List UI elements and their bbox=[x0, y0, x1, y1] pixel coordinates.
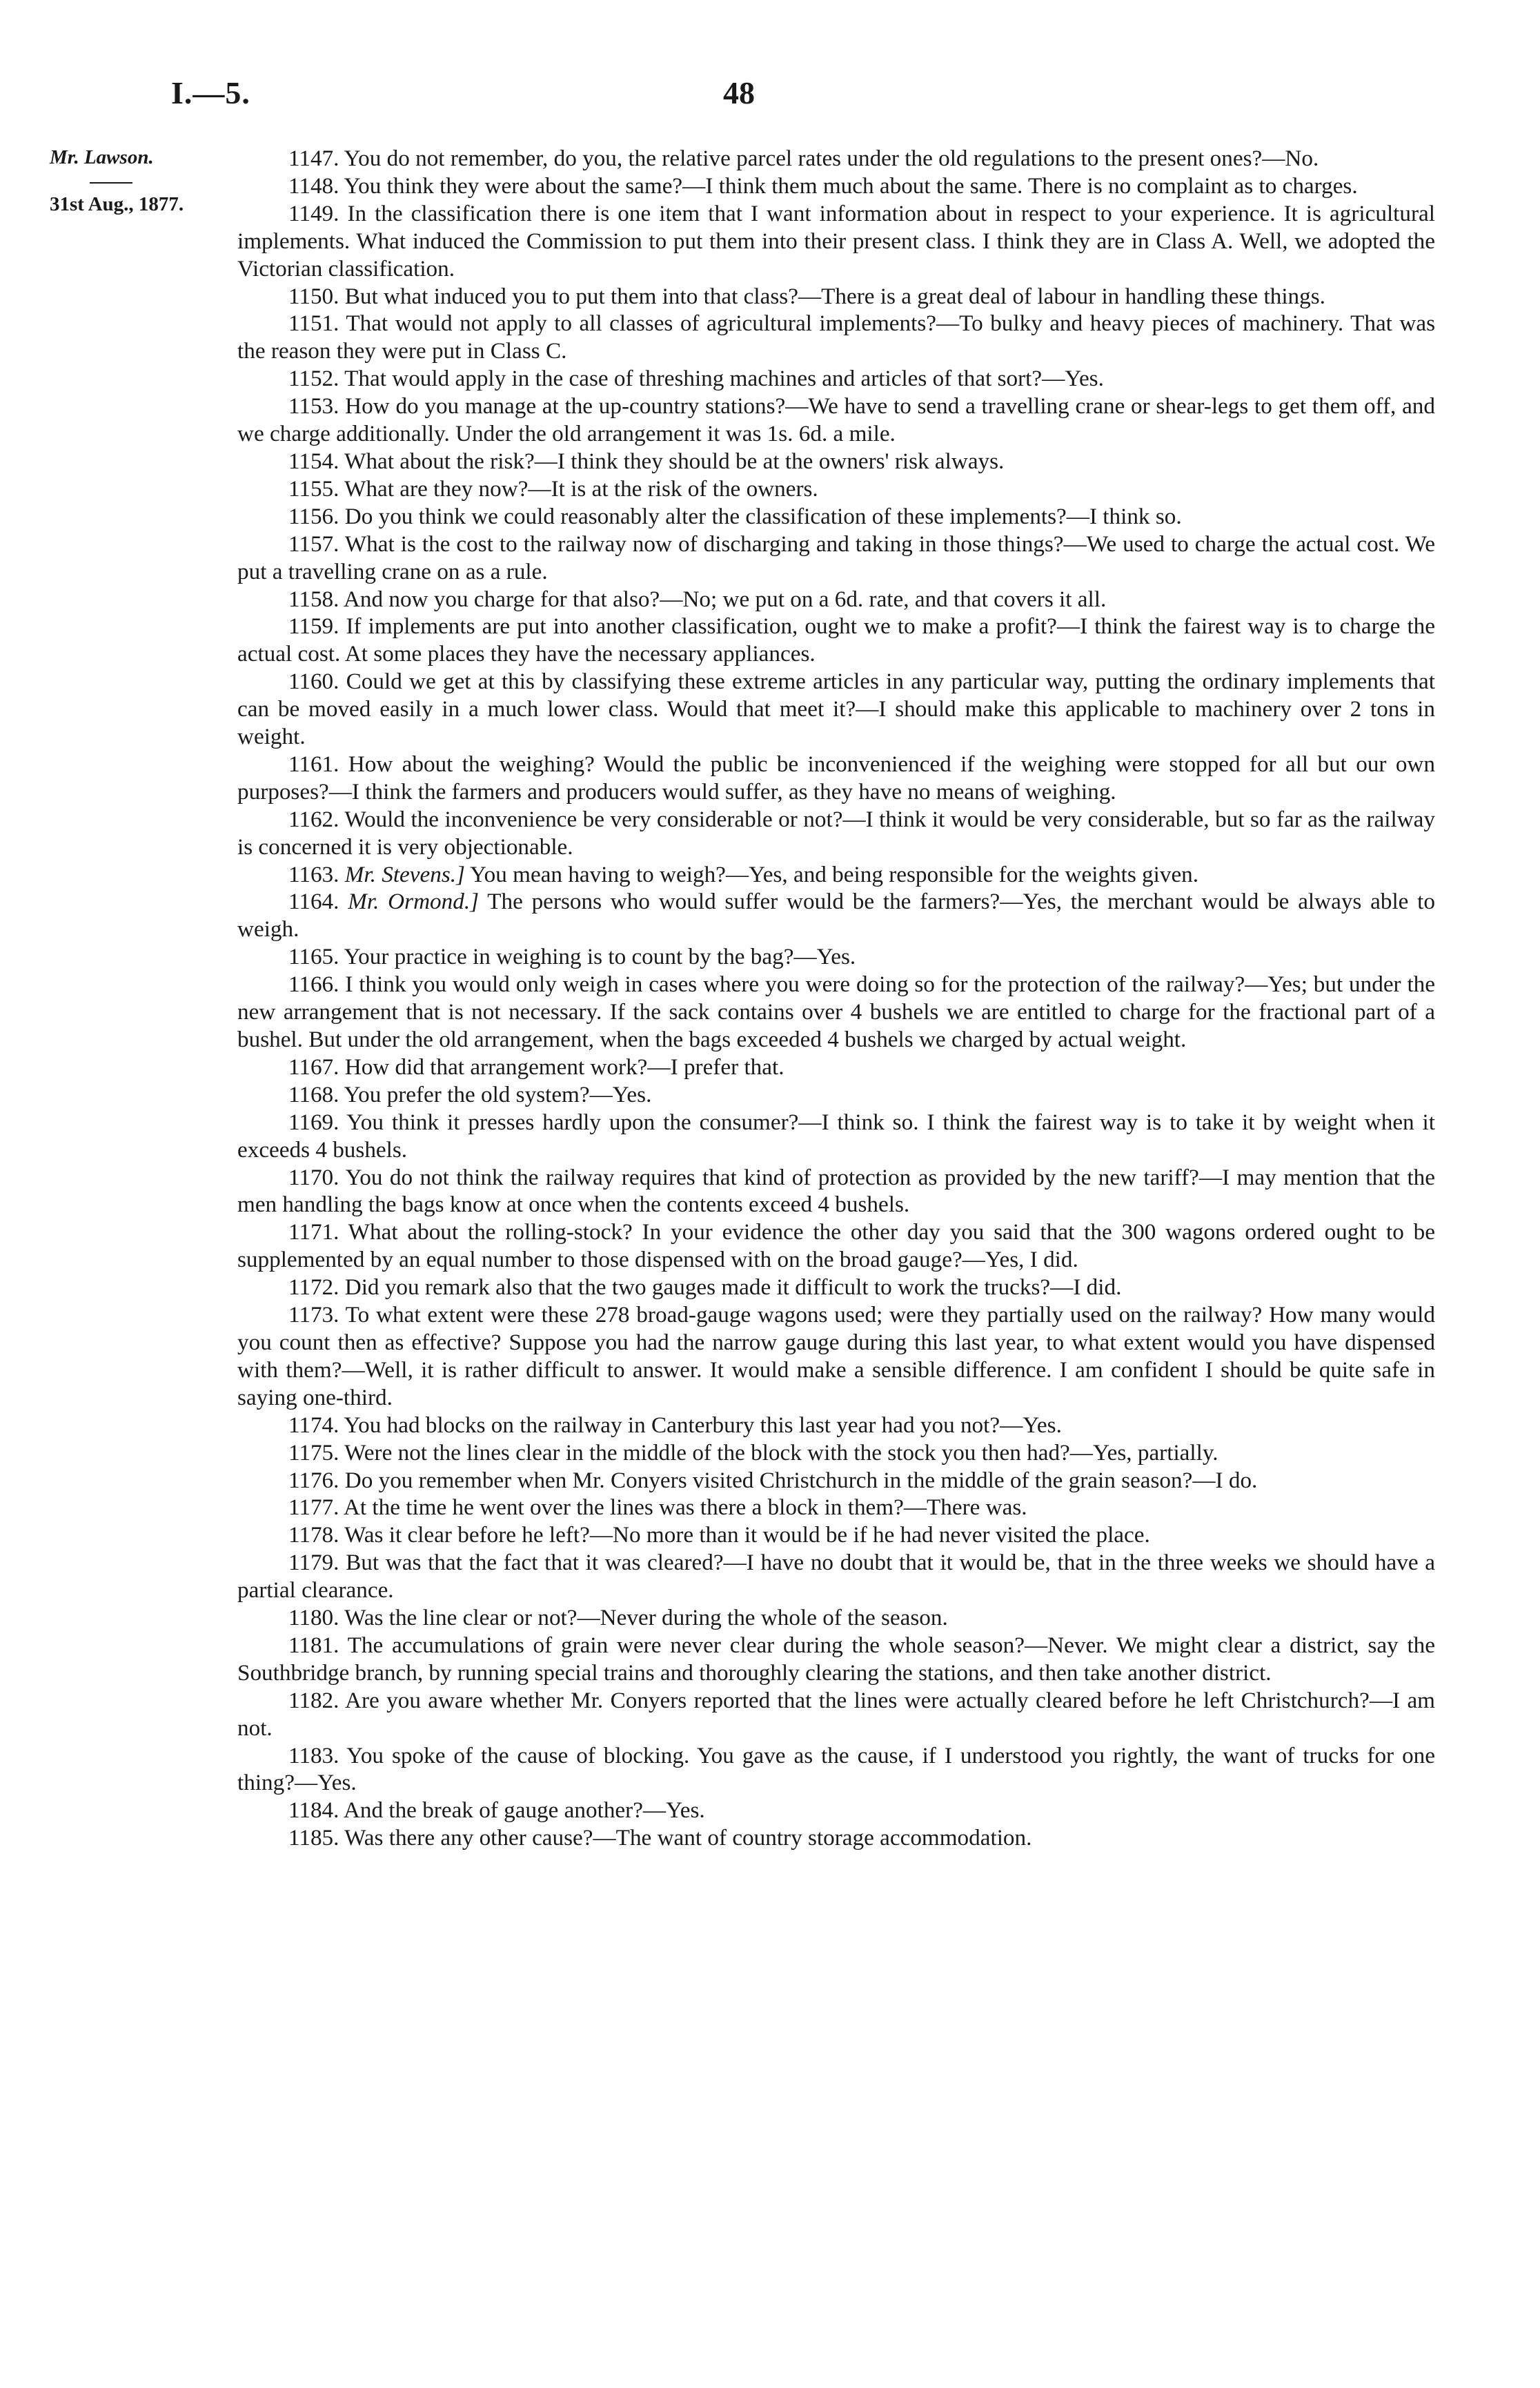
margin-divider bbox=[90, 182, 132, 184]
evidence-body bbox=[237, 145, 1435, 1852]
question-1161: 1161. How about the weighing? Would the public be inconvenienced if the weighing were stopped for all but our own purposes?—I think the farmers and producers would suffer, as they have no means of weighing. bbox=[237, 751, 1435, 805]
question-1160: 1160. Could we get at this by classifying these extreme articles in any particular way, putting the ordinary implements that can be moved easily in a much lower class. Would that meet it?—I should make this applicable to machinery over 2 tons in weight. bbox=[237, 669, 1435, 750]
question-1159: 1159. If implements are put into another classification, ought we to make a profit?—I think the fairest way is to charge the actual cost. At some places they have the necessary appliances. bbox=[237, 613, 1435, 667]
question-1174: 1174. You had blocks on the railway in Canterbury this last year had you not?—Yes. bbox=[288, 1412, 1062, 1438]
question-1148: 1148. You think they were about the same?—I think them much about the same. There is no complaint as to charges. bbox=[288, 172, 1358, 199]
question-1178: 1178. Was it clear before he left?—No more than it would be if he had never visited the place. bbox=[288, 1522, 1150, 1548]
question-1176: 1176. Do you remember when Mr. Conyers visited Christchurch in the middle of the grain season?—I do. bbox=[288, 1467, 1258, 1493]
question-1153: 1153. How do you manage at the up-country stations?—We have to send a travelling crane or shear-legs to get them off, and we charge additionally. Under the old arrangement it was 1s. 6d. a mile. bbox=[237, 393, 1435, 447]
question-1173: 1173. To what extent were these 278 broad-gauge wagons used; were they partially used on the railway? How many would you count then as effective? Suppose you had the narrow gauge during this last year, to what extent would you have dispensed with them?—Well, it is rather difficult to answer. It would make a sensible difference. I am confident I should be quite safe in saying one-third. bbox=[237, 1302, 1435, 1410]
question-1163 bbox=[237, 861, 1435, 889]
question-text: You mean having to weigh?—Yes, and being responsible for the weights given. bbox=[470, 861, 1199, 887]
question-number: 1163. bbox=[288, 861, 339, 887]
question-1156: 1156. Do you think we could reasonably alter the classification of these implements?—I think so. bbox=[288, 503, 1182, 529]
question-1168: 1168. You prefer the old system?—Yes. bbox=[288, 1081, 652, 1107]
question-1180: 1180. Was the line clear or not?—Never during the whole of the season. bbox=[288, 1605, 948, 1631]
question-1154: 1154. What about the risk?—I think they should be at the owners' risk always. bbox=[288, 448, 1005, 474]
question-1150: 1150. But what induced you to put them into that class?—There is a great deal of labour in handling these things. bbox=[288, 283, 1325, 309]
question-1177: 1177. At the time he went over the lines was there a block in them?—There was. bbox=[288, 1494, 1027, 1521]
question-1183: 1183. You spoke of the cause of blocking. You gave as the cause, if I understood you rightly, the want of trucks for one thing?—Yes. bbox=[237, 1742, 1435, 1796]
page-number: 48 bbox=[723, 75, 755, 110]
question-1165: 1165. Your practice in weighing is to count by the bag?—Yes. bbox=[288, 944, 856, 970]
question-1167: 1167. How did that arrangement work?—I prefer that. bbox=[288, 1054, 784, 1080]
question-1155: 1155. What are they now?—It is at the risk of the owners. bbox=[288, 475, 818, 502]
question-1152: 1152. That would apply in the case of threshing machines and articles of that sort?—Yes. bbox=[288, 366, 1104, 392]
question-1175: 1175. Were not the lines clear in the middle of the block with the stock you then had?—Yes, partially. bbox=[288, 1439, 1218, 1466]
margin-date: 31st Aug., 1877. bbox=[50, 193, 184, 215]
document-reference: I.—5. bbox=[171, 75, 250, 110]
question-1151: 1151. That would not apply to all classes of agricultural implements?—To bulky and heavy pieces of machinery. That was the reason they were put in Class C. bbox=[237, 310, 1435, 364]
question-1181: 1181. The accumulations of grain were never clear during the whole season?—Never. We might clear a district, say the Southbridge branch, by running special trains and thoroughly clearing the stations, and then take another district. bbox=[237, 1632, 1435, 1686]
question-1172: 1172. Did you remark also that the two gauges made it difficult to work the trucks?—I did. bbox=[288, 1274, 1122, 1301]
question-1147: 1147. You do not remember, do you, the relative parcel rates under the old regulations to the present ones?—No. bbox=[288, 146, 1319, 171]
question-number: 1164. bbox=[288, 889, 339, 915]
question-1171: 1171. What about the rolling-stock? In your evidence the other day you said that the 300 wagons ordered ought to be supplemented by an equal number to those dispensed with on the broad gauge?—Yes, I did. bbox=[237, 1219, 1435, 1273]
question-text: The persons who would suffer would be the farmers?—Yes, the merchant would be always able to weigh. bbox=[237, 889, 1435, 943]
speaker-name: Mr. Stevens.] bbox=[344, 861, 465, 887]
question-1166: 1166. I think you would only weigh in cases where you were doing so for the protection of the railway?—Yes; but under the new arrangement that is not necessary. If the sack contains over 4 bushels we are entitled to charge for the fractional part of a bushel. But under the old arrangement, when the bags exceeded 4 bushels we charged by actual weight. bbox=[237, 971, 1435, 1052]
question-1157: 1157. What is the cost to the railway now of discharging and taking in those things?—We used to charge the actual cost. We put a travelling crane on as a rule. bbox=[237, 531, 1435, 584]
speaker-name: Mr. Ormond.] bbox=[348, 889, 480, 915]
question-1182: 1182. Are you aware whether Mr. Conyers reported that the lines were actually cleared before he left Christchurch?—I am not. bbox=[237, 1687, 1435, 1741]
question-1170: 1170. You do not think the railway requires that kind of protection as provided by the new tariff?—I may mention that the men handling the bags know at once when the contents exceed 4 bushels. bbox=[237, 1164, 1435, 1218]
question-1179: 1179. But was that the fact that it was cleared?—I have no doubt that it would be, that in the three weeks we should have a partial clearance. bbox=[237, 1550, 1435, 1603]
margin-witness-name: Mr. Lawson. bbox=[50, 146, 154, 168]
question-1158: 1158. And now you charge for that also?—No; we put on a 6d. rate, and that covers it all. bbox=[288, 586, 1107, 612]
question-1185: 1185. Was there any other cause?—The want of country storage accommodation. bbox=[288, 1825, 1032, 1851]
question-1184: 1184. And the break of gauge another?—Yes. bbox=[288, 1797, 705, 1824]
question-1169: 1169. You think it presses hardly upon the consumer?—I think so. I think the fairest way is to take it by weight when it exceeds 4 bushels. bbox=[237, 1109, 1435, 1163]
question-1149: 1149. In the classification there is one item that I want information about in respect to your experience. It is agricultural implements. What induced the Commission to put them into their present class. I think they are in Class A. Well, we adopted the Victorian classification. bbox=[237, 200, 1435, 282]
question-1162: 1162. Would the inconvenience be very considerable or not?—I think it would be very considerable, but so far as the railway is concerned it is very objectionable. bbox=[237, 806, 1435, 860]
question-1164 bbox=[237, 888, 1435, 943]
